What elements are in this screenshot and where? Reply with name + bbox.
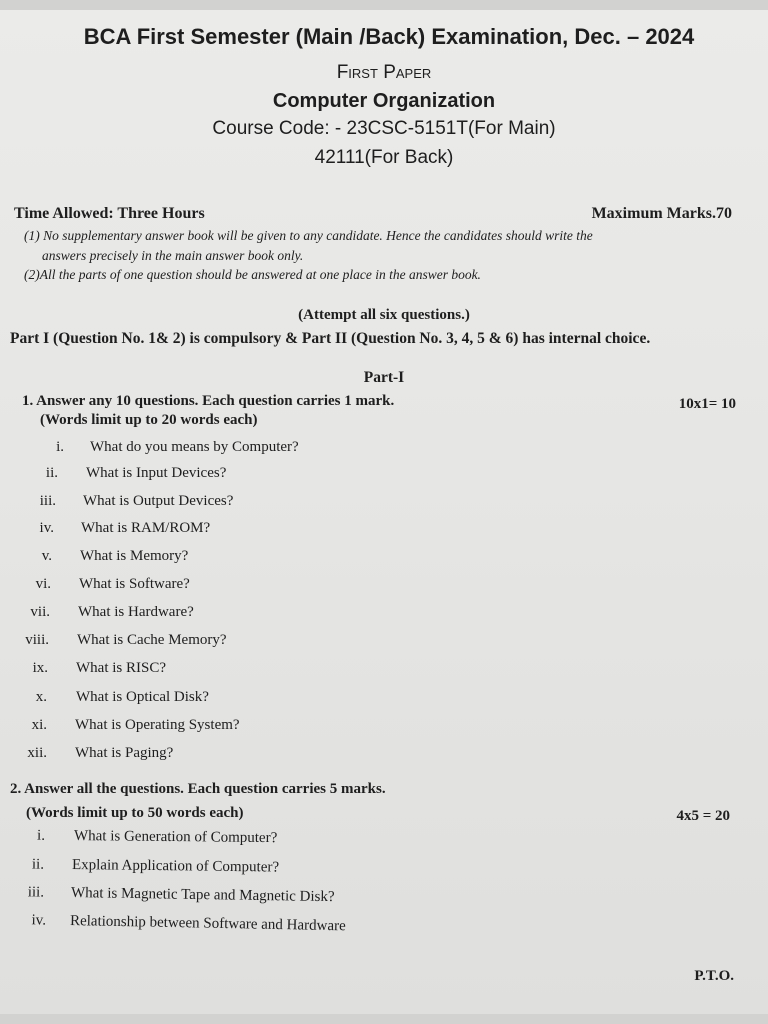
question-1-item-number: i. [56,439,64,455]
question-1-item-number: x. [35,689,47,705]
exam-title: BCA First Semester (Main /Back) Examination, Dec. – 2024 [83,24,695,49]
question-2-item-number: i. [37,827,46,844]
question-2-item-number: ii. [31,856,45,873]
instruction-2: (2)All the parts of one question should be answered at one place in the answer book. [24,267,481,282]
question-1-item [0,520,760,542]
question-1-item [0,660,760,682]
instruction-1-continued: answers precisely in the main answer book only. [42,248,304,263]
question-1-item-text: What is Memory? [80,548,189,564]
question-1-item-text: What is Cache Memory? [77,632,227,648]
question-1-item-text: What is Output Devices? [83,493,234,509]
question-1-item-text: What is Software? [79,576,190,592]
page-turn-over: P.T.O. [694,968,734,984]
back-code: 42111(For Back) [314,147,454,168]
instruction-1: (1) No supplementary answer book will be given to any candidate. Hence the candidates should write the [24,228,593,243]
question-1-item [0,745,760,767]
part-1-title: Part-I [363,369,405,386]
question-1-item-text: What is Hardware? [78,604,194,620]
question-1-item-number: viii. [25,632,49,648]
question-1-item [0,493,760,515]
question-1-title: 1. Answer any 10 questions. Each question carries 1 mark. [22,393,395,409]
question-2-word-limit: (Words limit up to 50 words each) [26,805,244,821]
question-1-item [0,548,760,570]
question-2-item [0,912,760,949]
question-1-item-number: iii. [39,493,56,509]
question-2-item-text: What is Magnetic Tape and Magnetic Disk? [70,885,335,906]
question-1-item-text: What is Operating System? [75,717,240,733]
question-1-item-text: What is RISC? [76,660,166,676]
question-1-item [0,465,760,487]
question-1-word-limit: (Words limit up to 20 words each) [40,412,258,428]
question-2-item-text: Relationship between Software and Hardware [69,913,346,935]
time-allowed: Time Allowed: Three Hours [14,205,205,222]
question-1-item-number: vi. [35,576,51,592]
question-1-item [0,632,760,654]
question-1-item-text: What is RAM/ROM? [81,520,211,536]
question-1-item-number: vii. [30,604,50,620]
question-1-item [0,689,760,711]
question-2-item-text: Explain Application of Computer? [71,857,280,876]
question-1-item-text: What is Input Devices? [86,465,227,481]
question-1-item [0,439,760,461]
question-1-item-text: What is Paging? [75,745,174,761]
question-1-item [0,576,760,598]
part-info: Part I (Question No. 1& 2) is compulsory & Part II (Question No. 3, 4, 5 & 6) has internal choice. [10,330,651,347]
question-2-item [0,827,760,857]
question-2-marks: 4x5 = 20 [676,808,730,824]
course-code: Course Code: - 23CSC-5151T(For Main) [212,118,556,139]
question-2-item-number: iv. [31,912,47,929]
attempt-note: (Attempt all six questions.) [298,307,470,323]
question-2-item-number: iii. [27,884,45,901]
question-1-item-number: ii. [45,465,58,481]
question-1-item-number: xii. [27,745,47,761]
exam-paper-sheet [0,10,768,1014]
question-1-item-number: iv. [39,520,54,536]
question-1-item-number: xi. [31,717,47,733]
question-1-item [0,717,760,739]
question-2-item [0,884,760,918]
question-1-item-number: ix. [32,660,48,676]
question-2-item [0,856,760,887]
paper-label: First Paper [336,62,432,83]
maximum-marks: Maximum Marks.70 [591,205,732,222]
question-2-item-text: What is Generation of Computer? [73,828,278,847]
question-1-item-number: v. [41,548,52,564]
question-1-item [0,604,760,626]
question-1-item-text: What is Optical Disk? [76,689,209,705]
question-1-item-text: What do you means by Computer? [90,439,299,455]
question-2-title: 2. Answer all the questions. Each question carries 5 marks. [10,781,386,797]
question-1-marks: 10x1= 10 [678,396,736,412]
subject-title: Computer Organization [272,90,496,112]
